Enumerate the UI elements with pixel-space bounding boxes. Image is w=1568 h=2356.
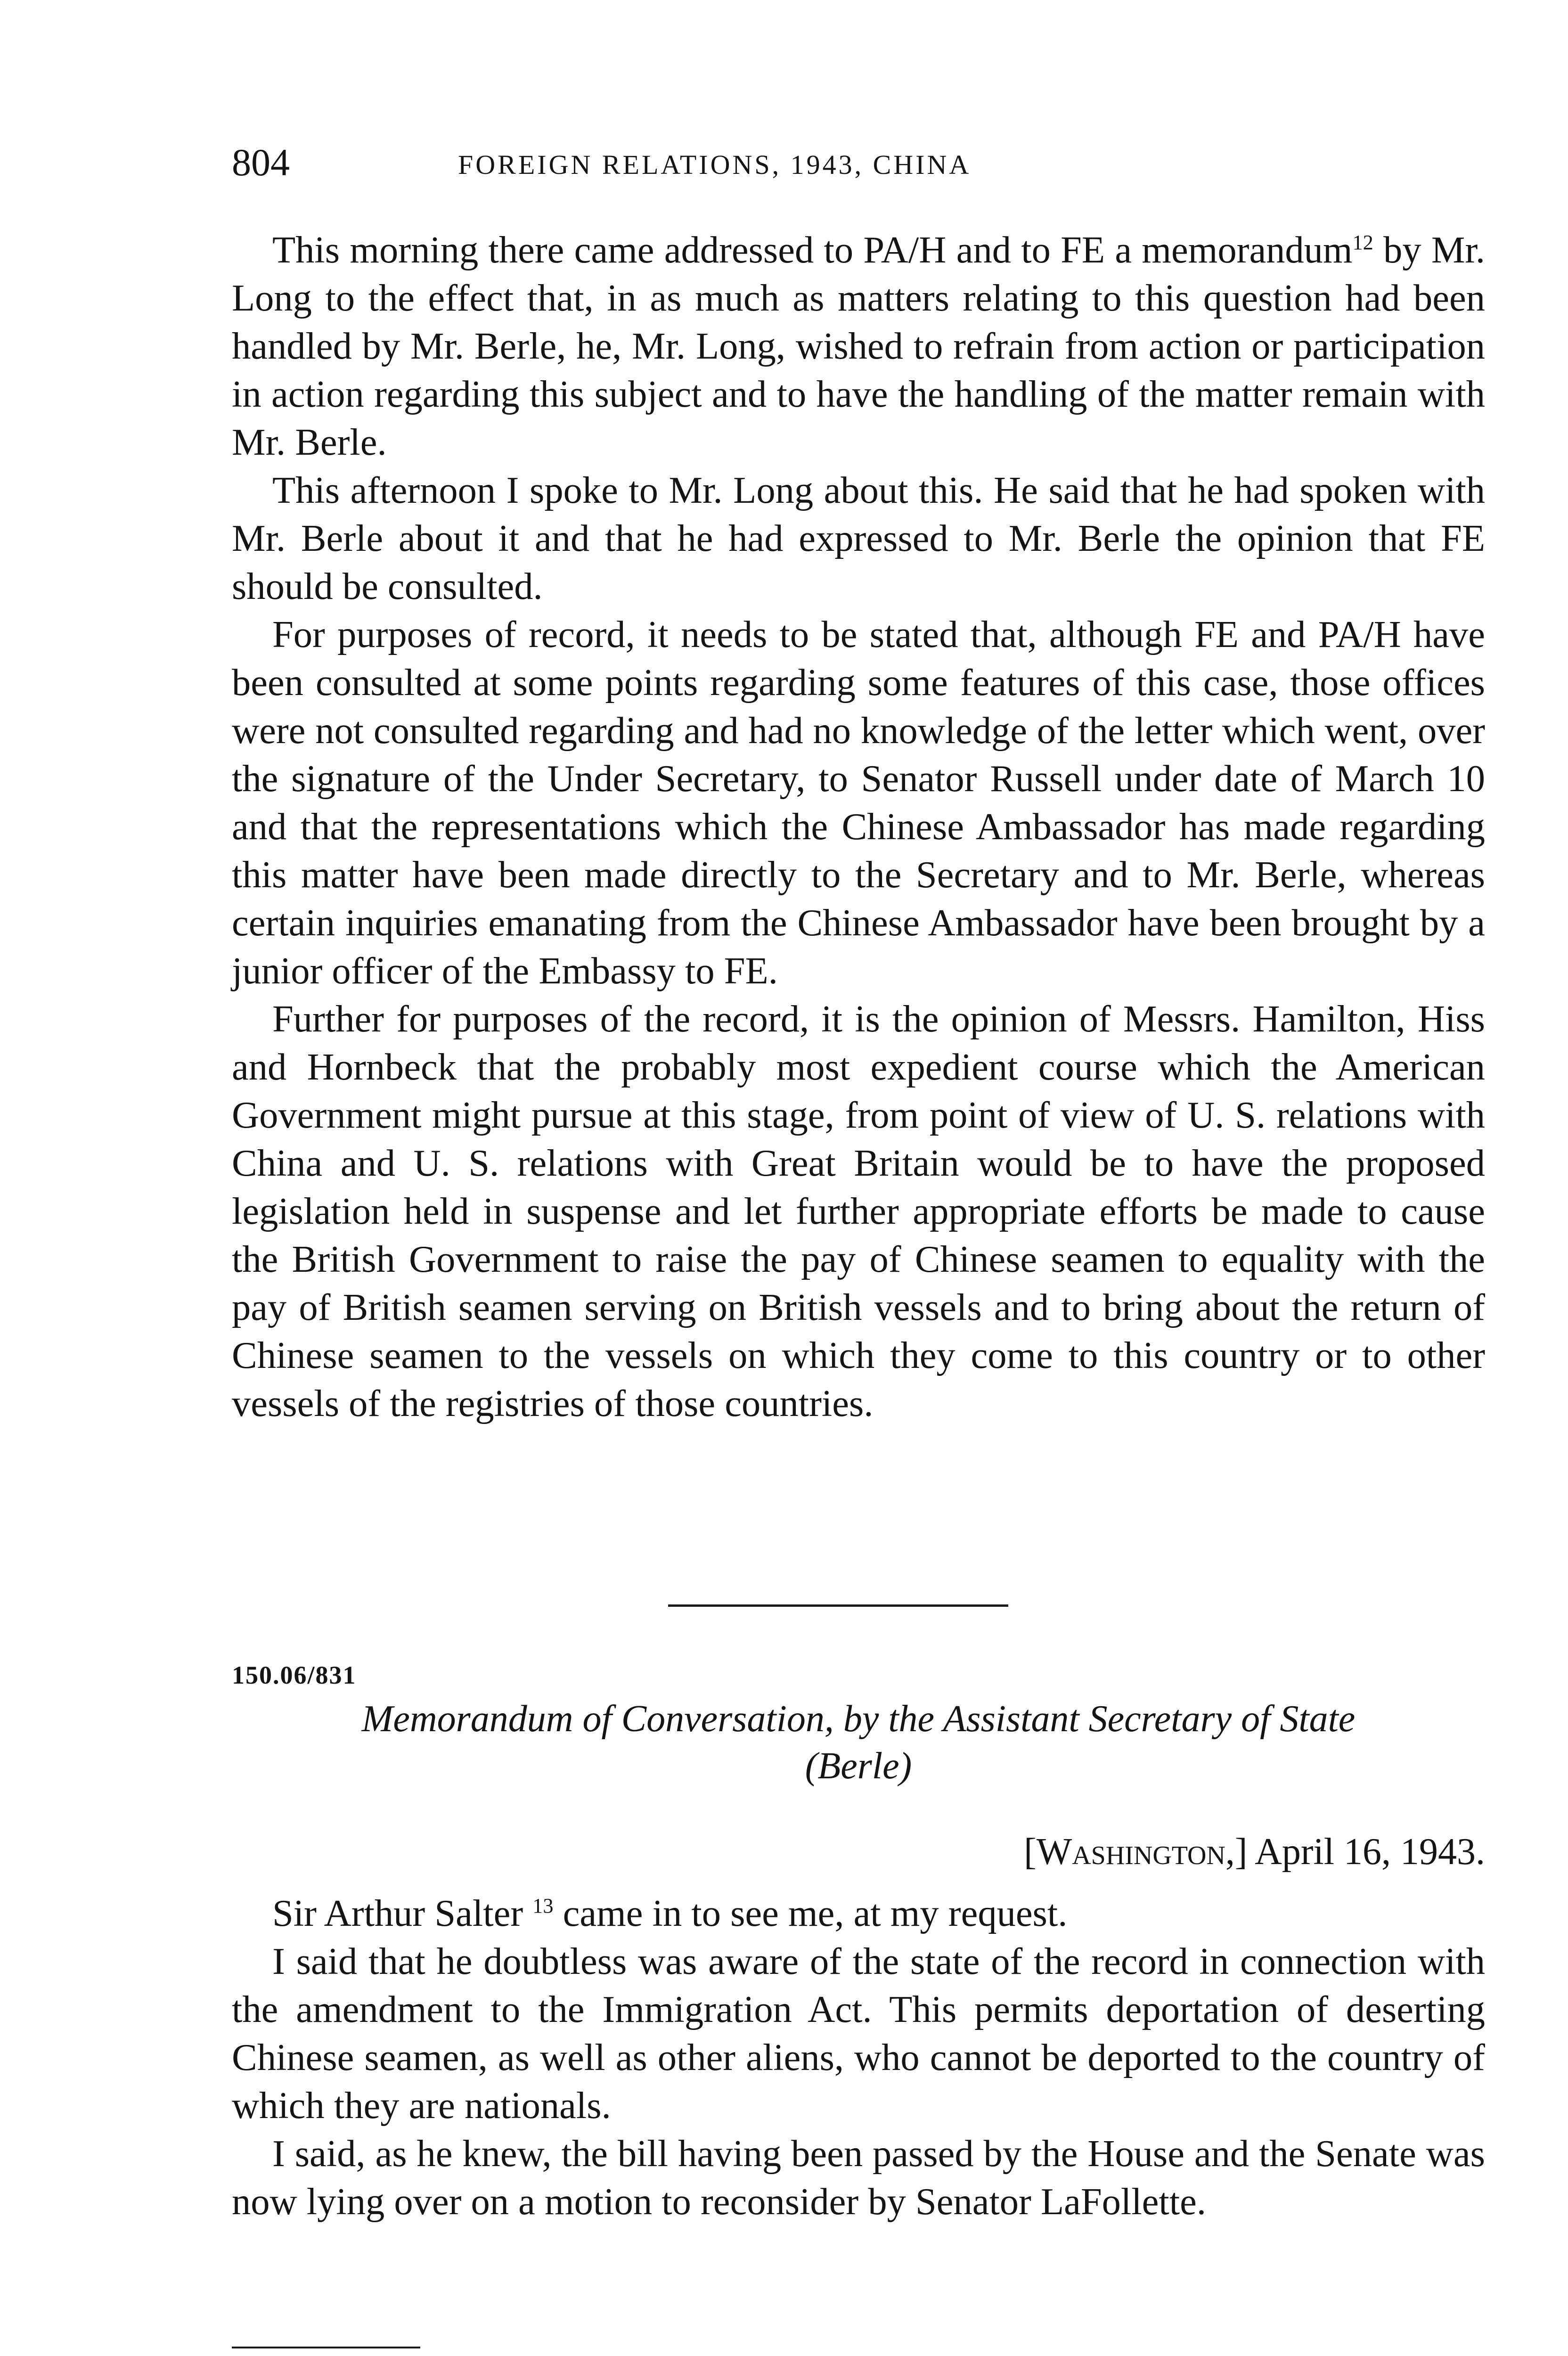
dateline-date: April 16, 1943.: [1255, 1831, 1485, 1873]
paragraph: For purposes of record, it needs to be stated that, although FE and PA/H have been consulted at some points regarding some features of this case, those offices were not consulted regarding and had no knowledge of the letter which went, over the signature of the Under Secretary, to Senator Russell under date of March 10 and that the representations which the Chinese Ambassador has made regarding this matter have been made directly to the Secretary and to Mr. Berle, whereas certain inquiries emanating from the Chinese Ambassador have been brought by a junior officer of the Embassy to FE.: [232, 614, 1485, 992]
footnote-rule: [232, 2347, 420, 2348]
paragraph: Further for purposes of the record, it is the opinion of Messrs. Hamilton, Hiss and Hornbeck that the probably most expedient course which the American Government might pursue at this stage, from point of view of U. S. relations with China and U. S. relations with Great Britain would be to have the proposed legislation held in suspense and let further appropriate efforts be made to cause the British Government to raise the pay of Chinese seamen to equality with the pay of British seamen serving on British vessels and to bring about the return of Chinese seamen to the vessels on which they come to this country or to other vessels of the registries of those countries.: [232, 998, 1485, 1424]
dateline-place: [Washington,]: [1024, 1831, 1248, 1873]
file-number: 150.06/831: [232, 1661, 357, 1689]
section-divider: [668, 1604, 1008, 1607]
running-title: FOREIGN RELATIONS, 1943, CHINA: [458, 149, 972, 180]
paragraph: Sir Arthur Salter $^{13}$ came in to see me, at my request.: [272, 1892, 1068, 1934]
footnote-ref: 12: [1352, 231, 1373, 254]
page-number: 804: [232, 141, 290, 184]
paragraph: I said that he doubtless was aware of the state of the record in connection with the amendment to the Immigration Act. This permits deportation of deserting Chinese seamen, as well as other aliens, who cannot be deported to the country of which they are nationals.: [232, 1940, 1485, 2127]
paragraph: This morning there came addressed to PA/H and to FE a memorandum$^{12}$ by Mr. Long to the effect that, in as much as matters relating to this question had been handled by Mr. Berle, he, Mr. Long, wished to refrain from action or participation in action regarding this subject and to have the handling of the matter remain with Mr. Berle.: [232, 229, 1485, 463]
paragraph: This afternoon I spoke to Mr. Long about this. He said that he had spoken with Mr. Berle about it and that he had expressed to Mr. Berle the opinion that FE should be consulted.: [232, 469, 1485, 607]
document-title-line: (Berle): [805, 1745, 912, 1787]
paragraph: I said, as he knew, the bill having been passed by the House and the Senate was now lying over on a motion to reconsider by Senator LaFollette.: [232, 2133, 1485, 2223]
memorandum-body: [232, 1890, 1485, 2226]
footnote-ref: 13: [532, 1894, 554, 1918]
document-title: [232, 1695, 1485, 1790]
document-title-line: Memorandum of Conversation, by the Assistant Secretary of State: [361, 1698, 1356, 1740]
dateline: [232, 1828, 1485, 1875]
page-header: [232, 137, 1485, 188]
memorandum-continuation: [232, 226, 1485, 1428]
